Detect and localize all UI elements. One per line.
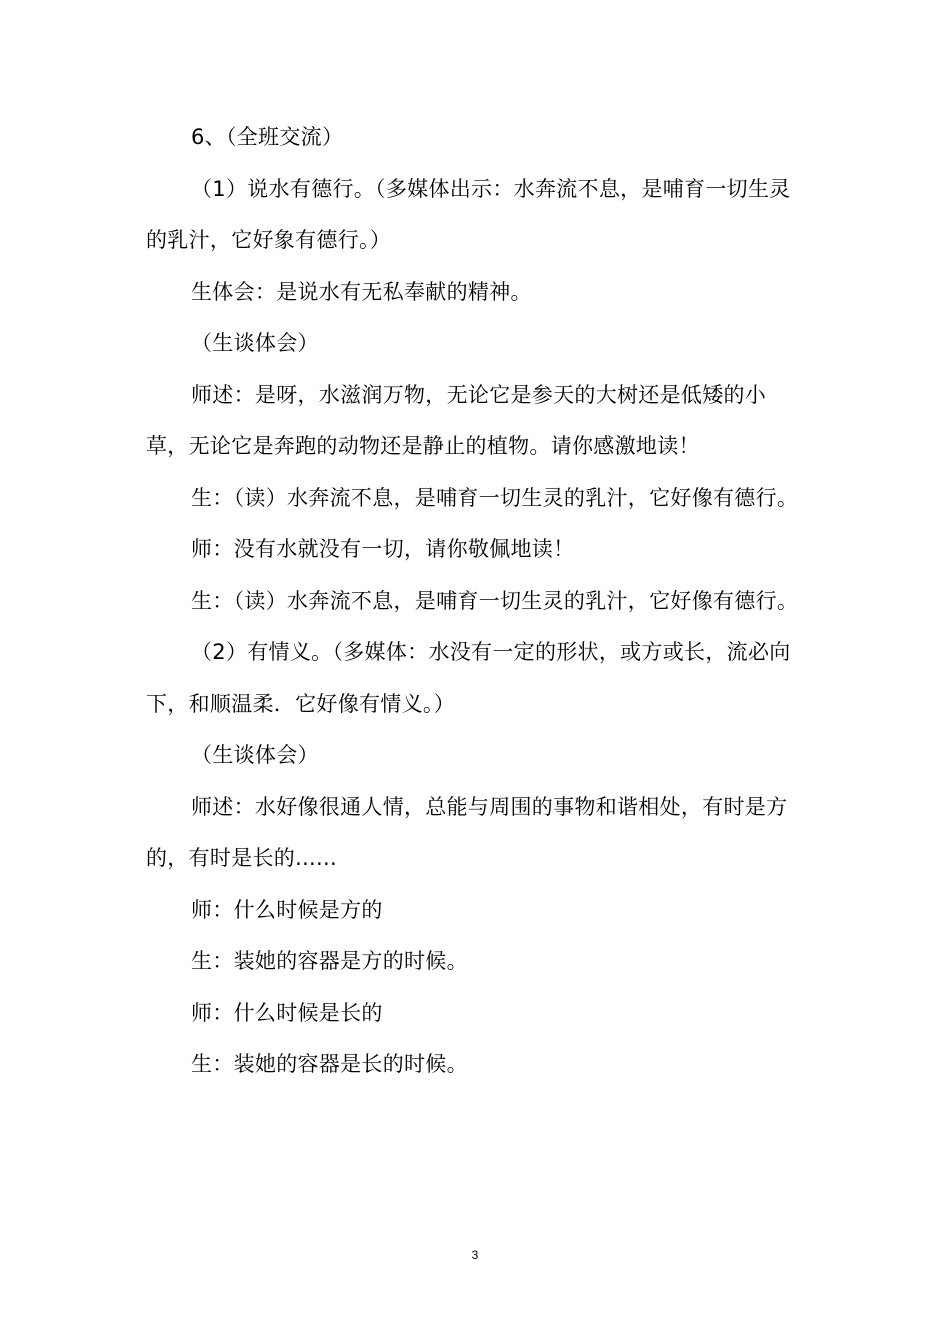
- paragraph: （1）说水有德行。（多媒体出示：水奔流不息，是哺育一切生灵的乳汁，它好象有德行。）: [146, 176, 791, 252]
- paragraph: 生：装她的容器是方的时候。: [191, 949, 468, 973]
- paragraph: 师：什么时候是方的: [191, 897, 383, 922]
- page-number: 3: [471, 1248, 479, 1262]
- paragraph: 师：没有水就没有一切，请你敬佩地读！: [191, 537, 575, 561]
- paragraph: 6、（全班交流）: [191, 125, 344, 149]
- paragraph: 师：什么时候是长的: [191, 1000, 383, 1025]
- document-body: [146, 112, 806, 1091]
- paragraph: （生谈体会）: [191, 743, 319, 767]
- paragraph: 生体会：是说水有无私奉献的精神。: [191, 279, 532, 304]
- paragraph: 师述：水好像很通人情，总能与周围的事物和谐相处，有时是方的，有时是长的......: [146, 794, 788, 870]
- paragraph: 师述：是呀，水滋润万物，无论它是参天的大树还是低矮的小草，无论它是奔跑的动物还是静止的植物。请你感激地读！: [146, 382, 767, 458]
- paragraph: 生：装她的容器是长的时候。: [191, 1052, 468, 1076]
- paragraph: 生：（读）水奔流不息，是哺育一切生灵的乳汁，它好像有德行。: [191, 588, 799, 613]
- paragraph: 生：（读）水奔流不息，是哺育一切生灵的乳汁，它好像有德行。: [191, 485, 799, 510]
- paragraph: （2）有情义。（多媒体：水没有一定的形状，或方或长，流必向下，和顺温柔．它好像有情义。）: [146, 640, 791, 716]
- paragraph: （生谈体会）: [191, 331, 319, 355]
